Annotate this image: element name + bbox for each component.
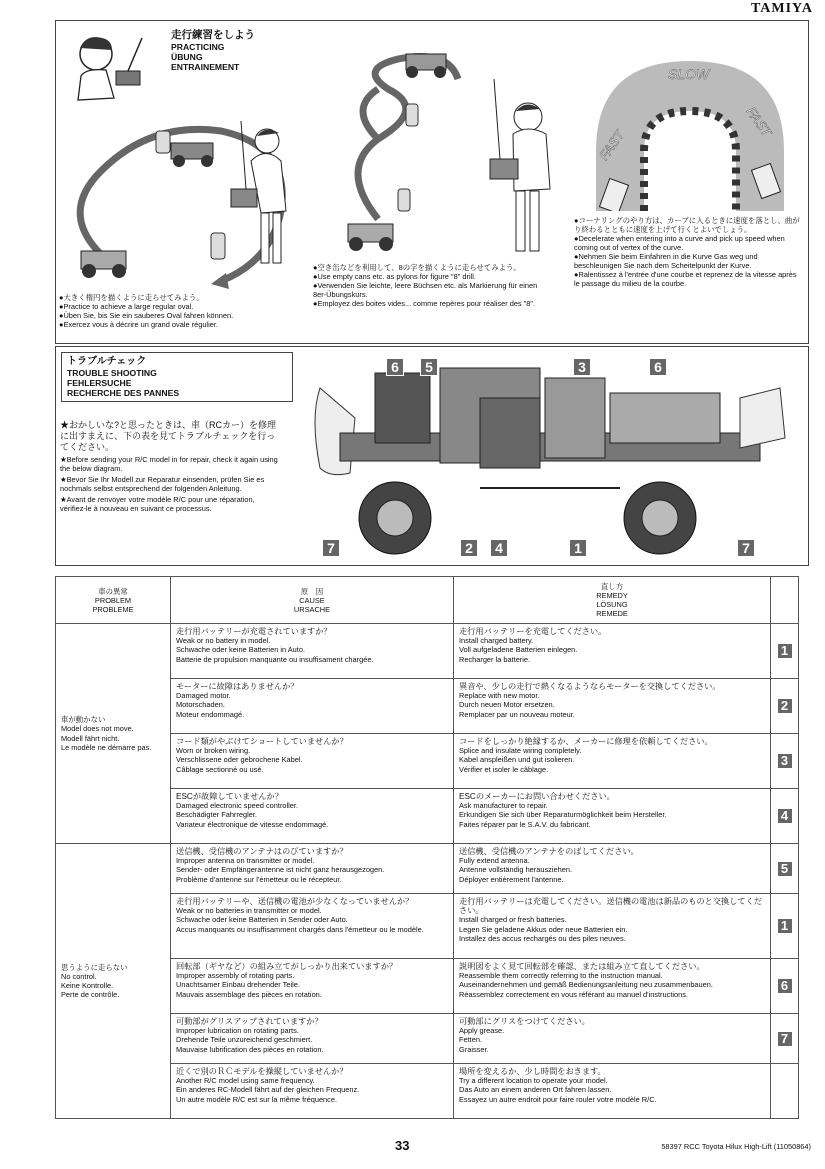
reference-cell xyxy=(771,734,799,789)
callout-7-right: 7 xyxy=(737,539,755,557)
cause-cell xyxy=(171,1014,454,1064)
reference-cell xyxy=(771,1014,799,1064)
reference-number-badge: 5 xyxy=(778,862,792,876)
remedy-text: Remplacer par un nouveau moteur. xyxy=(459,709,575,719)
remedy-text: 送信機、受信機のアンテナをのばしてください。 xyxy=(459,847,639,856)
remedy-text: Reassemble them correctly referring to the instruction manual. xyxy=(459,971,663,981)
figure-eight-text-en: ●Use empty cans etc. as pylons for figure "8" drill. xyxy=(313,272,476,281)
problem-cell xyxy=(56,624,171,844)
reference-cell xyxy=(771,894,799,959)
header-problem xyxy=(56,577,171,624)
remedy-cell xyxy=(454,959,771,1014)
practice-title-jp: 走行練習をしよう xyxy=(171,29,255,41)
callout-1: 1 xyxy=(569,539,587,557)
reference-number-badge: 4 xyxy=(778,809,792,823)
cause-text: Ein anderes RC-Modell fährt auf der gleichen Frequenz. xyxy=(176,1085,360,1095)
header-ref xyxy=(771,577,799,624)
cause-text: Accus manquants ou insuffisamment chargés dans l'émetteur ou le modèle. xyxy=(176,924,424,934)
remedy-cell xyxy=(454,844,771,894)
remedy-cell xyxy=(454,894,771,959)
problem-text: Le modèle ne démarre pas. xyxy=(61,742,152,752)
remedy-text: Installez des accus rechargés ou des piles neuves. xyxy=(459,933,626,943)
remedy-text: Graisser. xyxy=(459,1044,489,1054)
intro-text-de: ★Bevor Sie Ihr Modell zur Reparatur einsenden, prüfen Sie es nochmals selbst entsprechend der folgenden Anleitung. xyxy=(60,475,265,493)
intro-text-jp: ★おかしいな?と思ったときは、車（RCカー）を修理に出すまえに、下の表を見てトラブルチェックを行ってください。 xyxy=(60,420,277,452)
reference-number-badge: 2 xyxy=(778,699,792,713)
chassis-illustration xyxy=(300,358,800,560)
cause-text: Weak or no batteries in transmitter or model. xyxy=(176,906,322,916)
cause-text: Verschlissene oder gebrochene Kabel. xyxy=(176,755,303,765)
cause-text: Weak or no battery in model. xyxy=(176,636,271,646)
cause-text: コード類がやぶけてショートしていませんか？ xyxy=(176,737,348,746)
remedy-text: Faites réparer par le S.A.V. du fabricant. xyxy=(459,819,591,829)
cause-text: Un autre modèle R/C est sur la même fréquence. xyxy=(176,1094,338,1104)
remedy-text: Recharger la batterie. xyxy=(459,654,531,664)
reference-number-badge: 1 xyxy=(778,644,792,658)
header-remedy-en: REMEDY xyxy=(596,591,628,600)
brand-logo-text: TAMIYA xyxy=(750,1,813,16)
remedy-text: コードをしっかり絶縁するか、メーカーに修理を依頼してください。 xyxy=(459,737,713,746)
trouble-intro xyxy=(60,420,282,513)
remedy-text: Antenne vollständig herausziehen. xyxy=(459,865,572,875)
figure-eight-text-fr: ●Employez des boites vides... comme repères pour réaliser des "8". xyxy=(313,299,536,308)
header-problem-en: PROBLEM xyxy=(94,595,132,605)
remedy-text: Das Auto an einem anderen Ort fahren lassen. xyxy=(459,1085,612,1095)
remedy-text: Voll aufgeladene Batterien einlegen. xyxy=(459,645,578,655)
reference-cell xyxy=(771,679,799,734)
troubleshooting-table xyxy=(55,576,799,1119)
cause-text: 走行用バッテリーや、送信機の電池が少なくなっていませんか？ xyxy=(176,897,414,906)
reference-number-badge: 7 xyxy=(778,1032,792,1046)
reference-number-badge: 6 xyxy=(778,979,792,993)
problem-cell xyxy=(56,844,171,1119)
remedy-text: 可動部にグリスをつけてください。 xyxy=(459,1017,590,1026)
cause-text: Damaged motor. xyxy=(176,691,231,701)
cause-text: Worn or broken wiring. xyxy=(176,746,251,756)
oval-course-illustration xyxy=(61,101,311,291)
fast-label-right: FAST xyxy=(743,104,775,140)
trouble-title xyxy=(61,352,293,402)
cause-text: Unachtsamer Einbau drehender Teile. xyxy=(176,980,300,990)
remedy-text: Kabel anspleißen und gut isolieren. xyxy=(459,755,575,765)
remedy-cell xyxy=(454,734,771,789)
cause-cell xyxy=(171,1064,454,1119)
practice-title-de: ÜBUNG xyxy=(171,52,203,62)
corner-text-de: ●Nehmen Sie beim Einfahren in die Kurve Gas weg und beschleunigen Sie nach dem Scheitelpunkt der Kurve. xyxy=(574,252,758,270)
cause-text: Câblage sectionné ou usé. xyxy=(176,764,264,774)
reference-number-badge: 1 xyxy=(778,919,792,933)
remedy-text: Try a different location to operate your model. xyxy=(459,1076,608,1086)
header-cause xyxy=(171,577,454,624)
header-remedy xyxy=(454,577,771,624)
cause-text: Beschädigter Fahrregler. xyxy=(176,810,257,820)
header-cause-en: CAUSE xyxy=(299,595,325,605)
practice-title-en: PRACTICING xyxy=(171,42,225,52)
cause-cell xyxy=(171,894,454,959)
intro-text-en: ★Before sending your R/C model in for repair, check it again using the below diagram. xyxy=(60,455,278,473)
figure-eight-course-illustration xyxy=(318,39,568,269)
cause-cell xyxy=(171,679,454,734)
oval-text-jp: ●大きく楕円を描くように走らせてみよう。 xyxy=(59,293,204,302)
problem-text: Perte de contrôle. xyxy=(61,990,120,1000)
remedy-cell xyxy=(454,789,771,844)
problem-text: Modell fährt nicht. xyxy=(61,733,120,743)
cause-text: 回転部（ギヤなど）の組み立てがしっかり出来ていますか？ xyxy=(176,962,398,971)
remedy-text: Fetten. xyxy=(459,1035,483,1045)
remedy-text: Durch neuen Motor ersetzen. xyxy=(459,700,555,710)
remedy-text: 走行用バッテリーは充電してください。送信機の電池は新品のものと交換してください。 xyxy=(459,897,762,916)
problem-text: Keine Kontrolle. xyxy=(61,981,114,990)
reference-cell xyxy=(771,844,799,894)
remedy-text: Replace with new motor. xyxy=(459,691,540,701)
callout-6-left: 6 xyxy=(386,358,404,376)
reference-cell xyxy=(771,789,799,844)
remedy-text: Install charged battery. xyxy=(459,636,534,646)
remedy-cell xyxy=(454,1064,771,1119)
boy-with-transmitter-illustration xyxy=(66,26,166,111)
header-remedy-de: LÖSUNG xyxy=(596,600,628,609)
fast-label-left: FAST xyxy=(596,127,627,163)
practice-section xyxy=(55,20,809,344)
callout-7-left: 7 xyxy=(322,539,340,557)
cause-text: 近くで別のＲＣモデルを操縦していませんか？ xyxy=(176,1067,348,1076)
cause-cell xyxy=(171,959,454,1014)
cause-text: Improper lubrication on rotating parts. xyxy=(176,1026,299,1036)
remedy-text: Essayez un autre endroit pour faire rouler votre modèle R/C. xyxy=(459,1094,657,1104)
cause-text: 送信機、受信機のアンテナはのびていますか？ xyxy=(176,847,348,856)
remedy-text: ESCのメーカーにお問い合わせください。 xyxy=(459,792,615,801)
intro-text-fr: ★Avant de renvoyer votre modèle R/C pour une réparation, vérifiez-le à nouveau en suivant ce processus. xyxy=(60,495,255,513)
remedy-text: Legen Sie geladene Akkus oder neue Batterien ein. xyxy=(459,924,628,934)
cause-text: モーターに故障はありませんか？ xyxy=(176,682,299,691)
cause-cell xyxy=(171,789,454,844)
slow-label: SLOW xyxy=(668,66,710,82)
cornering-track-illustration xyxy=(576,41,804,211)
header-remedy-jp: 直し方 xyxy=(600,582,624,591)
remedy-cell xyxy=(454,624,771,679)
remedy-text: Apply grease. xyxy=(459,1026,505,1036)
remedy-cell xyxy=(454,1014,771,1064)
cause-text: Another R/C model using same frequency. xyxy=(176,1076,315,1086)
cause-cell xyxy=(171,734,454,789)
trouble-title-en: TROUBLE SHOOTING xyxy=(67,368,157,378)
trouble-title-jp: トラブルチェック xyxy=(67,356,147,367)
cause-text: Schwache oder keine Batterien in Sender oder Auto. xyxy=(176,915,348,925)
callout-3: 3 xyxy=(573,358,591,376)
remedy-text: Install charged or fresh batteries. xyxy=(459,915,567,925)
remedy-text: 異音や、少しの走行で熱くなるようならモーターを交換してください。 xyxy=(459,682,721,691)
figure-eight-instructions xyxy=(313,263,545,308)
cause-text: Variateur électronique de vitesse endommagé. xyxy=(176,819,329,829)
figure-eight-text-de: ●Verwenden Sie leichte, leere Büchsen etc. als Markierung für einen 8er-Übungskurs. xyxy=(313,281,538,299)
cause-cell xyxy=(171,624,454,679)
cause-text: Mauvais assemblage des pièces en rotation. xyxy=(176,989,322,999)
oval-text-en: ●Practice to achieve a large regular oval. xyxy=(59,302,194,311)
cause-text: Batterie de propulsion manquante ou insuffisament chargée. xyxy=(176,654,374,664)
cause-text: Damaged electronic speed controller. xyxy=(176,801,299,811)
remedy-text: Fully extend antenna. xyxy=(459,856,530,866)
remedy-text: Splice and insulate wiring completely. xyxy=(459,746,582,756)
header-cause-de: URSACHE xyxy=(293,604,331,614)
practice-title-fr: ENTRAINEMENT xyxy=(171,62,240,72)
cause-text: Drehende Teile unzureichend geschmiert. xyxy=(176,1035,313,1045)
table-header-row xyxy=(56,577,799,624)
remedy-text: Ask manufacturer to repair. xyxy=(459,801,548,811)
cause-text: Motorschaden. xyxy=(176,700,225,710)
cause-text: Improper antenna on transmitter or model. xyxy=(176,856,315,866)
cause-text: Mauvaise lubrification des pièces en rotation. xyxy=(176,1044,324,1054)
remedy-cell xyxy=(454,679,771,734)
callout-4: 4 xyxy=(490,539,508,557)
reference-cell xyxy=(771,1064,799,1119)
reference-number-badge: 3 xyxy=(778,754,792,768)
callout-6-right: 6 xyxy=(649,358,667,376)
trouble-title-de: FEHLERSUCHE xyxy=(67,378,132,388)
document-code: 58397 RCC Toyota Hilux High-Lift (11050864) xyxy=(661,1142,811,1151)
practice-title xyxy=(171,29,255,72)
corner-text-jp: ●コーナリングのやり方は、カーブに入るときに速度を落とし、曲がり終わるとともに速度を上げて行くとよいでしょう。 xyxy=(574,216,800,234)
oval-text-de: ●Üben Sie, bis Sie ein sauberes Oval fahren können. xyxy=(59,311,234,320)
table-row xyxy=(56,844,799,894)
header-problem-jp: 車の異常 xyxy=(98,586,128,596)
figure-eight-text-jp: ●空き缶などを利用して、8の字を描くように走らせてみよう。 xyxy=(313,263,521,272)
header-problem-fr: PROBLEME xyxy=(92,604,134,614)
remedy-text: Erkundigen Sie sich über Reparaturmöglichkeit beim Hersteller. xyxy=(459,810,667,820)
remedy-text: 走行用バッテリーを充電してください。 xyxy=(459,627,607,636)
cause-text: Schwache oder keine Batterien in Auto. xyxy=(176,645,306,655)
table-row xyxy=(56,624,799,679)
cause-text: 走行用バッテリーが充電されていますか？ xyxy=(176,627,332,636)
cause-text: Sender- oder Empfängerantenne ist nicht ganz herausgezogen. xyxy=(176,865,385,875)
remedy-text: Déployer entièrement l'antenne. xyxy=(459,874,564,884)
problem-text: 車が動かない xyxy=(61,715,106,725)
header-cause-jp: 原 因 xyxy=(300,586,324,596)
cause-text: Problème d'antenne sur l'émetteur ou le récepteur. xyxy=(176,874,342,884)
cause-text: Improper assembly of rotating parts. xyxy=(176,971,295,981)
oval-instructions xyxy=(59,293,309,329)
remedy-text: 説明図をよく見て回転部を確認、または組み立て直してください。 xyxy=(459,962,705,971)
callout-5: 5 xyxy=(420,358,438,376)
cause-cell xyxy=(171,844,454,894)
reference-cell xyxy=(771,624,799,679)
remedy-text: Réassemblez correctement en vous référant au manuel d'instructions. xyxy=(459,989,688,999)
oval-text-fr: ●Exercez vous à décrire un grand ovale régulier. xyxy=(59,320,218,329)
remedy-text: 場所を変えるか、少し時間をおきます。 xyxy=(459,1067,606,1076)
corner-text-en: ●Decelerate when entering into a curve and pick up speed when coming out of vertex of the curve. xyxy=(574,234,785,252)
remedy-text: Vérifier et isoler le câblage. xyxy=(459,764,549,774)
trouble-title-fr: RECHERCHE DES PANNES xyxy=(67,388,180,398)
problem-text: Model does not move. xyxy=(61,724,134,734)
reference-cell xyxy=(771,959,799,1014)
problem-text: 思うように走らない xyxy=(61,962,128,972)
cornering-instructions xyxy=(574,216,804,288)
problem-text: No control. xyxy=(61,971,97,981)
remedy-text: Auseinandernehmen und gemäß Bedienungsanleitung neu zusammenbauen. xyxy=(459,980,713,990)
cause-text: 可動部がグリスアップされていますか？ xyxy=(176,1017,323,1026)
cause-text: ESCが故障していませんか？ xyxy=(176,792,283,801)
page-number: 33 xyxy=(395,1138,410,1153)
header-remedy-fr: REMEDE xyxy=(596,609,628,618)
corner-text-fr: ●Ralentissez à l'entrée d'une courbe et reprenez de la vitesse après le passage du milieu de la courbe. xyxy=(574,270,797,288)
callout-2: 2 xyxy=(460,539,478,557)
cause-text: Moteur endommagé. xyxy=(176,709,245,719)
